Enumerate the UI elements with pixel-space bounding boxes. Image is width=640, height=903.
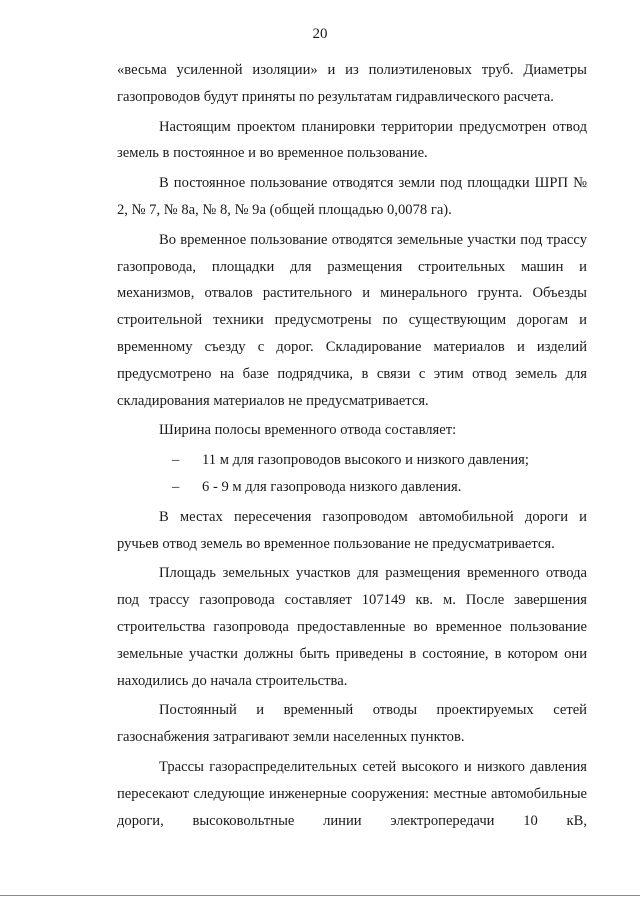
strip-width-list (117, 447, 587, 501)
paragraph-temporary-use: Во временное пользование отводятся земельные участки под трассу газопровода, площадки для размещения строительных машин и механизмов, отвалов растительного и минерального грунта. Объезды строительной техники предусмотрены по существующим дорогам и временному съезду с дорог. Складирование материалов и изделий предусмотрено на базе подрядчика, в связи с этим отвод земель для складирования материалов не предусматривается. (117, 231, 587, 409)
list-item-text: 6 - 9 м для газопровода низкого давления. (202, 478, 462, 495)
list-dash: – (172, 452, 180, 469)
page-bottom-rule (0, 895, 640, 896)
page-number: 20 (312, 26, 328, 42)
list-item (117, 447, 587, 474)
paragraph-engineering-crossings: Трассы газораспределительных сетей высокого и низкого давления пересекают следующие инженерные сооружения: местные автомобильные дороги, высоковольтные линии электропередачи 10 кВ, (117, 758, 587, 829)
paragraph-crossings: В местах пересечения газопроводом автомобильной дороги и ручьев отвод земель во временное пользование не предусматривается. (117, 508, 587, 552)
paragraph-pipe-materials: «весьма усиленной изоляции» и из полиэтиленовых труб. Диаметры газопроводов будут приняты по результатам гидравлического расчета. (117, 62, 587, 105)
paragraph-land-allocation: Настоящим проектом планировки территории предусмотрен отвод земель в постоянное и во временное пользование. (117, 118, 587, 162)
paragraph-settlement-lands: Постоянный и временный отводы проектируемых сетей газоснабжения затрагивают земли населенных пунктов. (117, 702, 587, 746)
list-item (117, 474, 587, 501)
document-body (117, 57, 587, 837)
list-item-text: 11 м для газопроводов высокого и низкого давления; (202, 452, 529, 469)
paragraph-strip-width: Ширина полосы временного отвода составляет: (159, 422, 457, 439)
paragraph-permanent-use: В постоянное пользование отводятся земли под площадки ШРП № 2, № 7, № 8а, № 8, № 9а (общей площадью 0,0078 га). (117, 175, 587, 218)
list-dash: – (172, 478, 180, 495)
paragraph-area: Площадь земельных участков для размещения временного отвода под трассу газопровода составляет 107149 кв. м. После завершения строительства газопровода предоставленные во временное пользование земельные участки должны быть приведены в состояние, в котором они находились до начала строительства. (117, 565, 587, 689)
